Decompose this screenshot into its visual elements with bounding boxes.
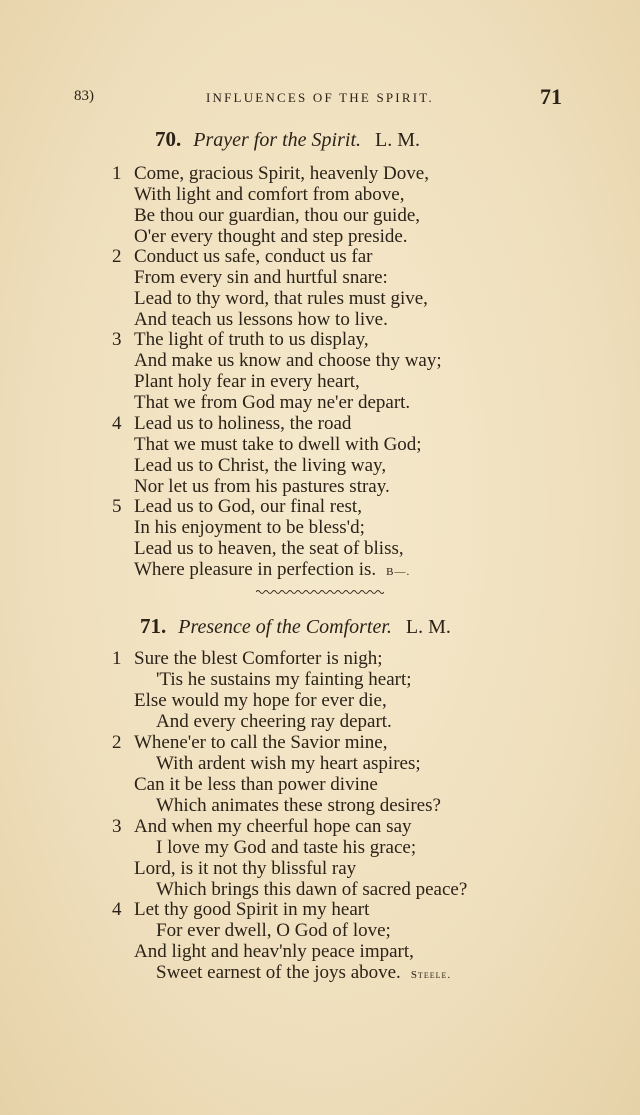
- ornamental-divider: [256, 588, 384, 596]
- verse-line: That we must take to dwell with God;: [134, 434, 422, 455]
- hymn-author: B—.: [386, 566, 411, 578]
- stanza: [112, 413, 422, 497]
- verse-line: 'Tis he sustains my fainting heart;: [156, 669, 412, 690]
- stanza-number: 1: [112, 163, 122, 184]
- stanza-number: 3: [112, 329, 122, 350]
- stanza: [112, 648, 412, 732]
- stanza-number: 5: [112, 496, 122, 517]
- verse-line: Lead us to God, our final rest,: [134, 496, 362, 517]
- hymn-meter: L. M.: [375, 129, 421, 151]
- verse-line: Which brings this dawn of sacred peace?: [156, 879, 468, 900]
- verse-line: Come, gracious Spirit, heavenly Dove,: [134, 163, 429, 184]
- stanza: [112, 899, 451, 983]
- verse-line: I love my God and taste his grace;: [156, 837, 417, 858]
- verse-line: With light and comfort from above,: [134, 184, 405, 205]
- verse-line: Can it be less than power divine: [134, 774, 378, 795]
- page-header: [0, 84, 640, 112]
- verse-line: Conduct us safe, conduct us far: [134, 246, 373, 267]
- verse-line: Lead us to Christ, the living way,: [134, 455, 387, 476]
- hymn-title: [0, 127, 640, 152]
- stanza: [112, 732, 441, 816]
- verse-line: Lead to thy word, that rules must give,: [134, 288, 428, 309]
- running-title: INFLUENCES OF THE SPIRIT.: [206, 90, 434, 105]
- stanza-number: 2: [112, 732, 122, 753]
- verse-line: O'er every thought and step preside.: [134, 226, 408, 247]
- verse-line: Which animates these strong desires?: [156, 795, 441, 816]
- hymn-name: Presence of the Comforter.: [178, 616, 392, 638]
- verse-line: That we from God may ne'er depart.: [134, 392, 411, 413]
- verse-line: Be thou our guardian, thou our guide,: [134, 205, 421, 226]
- stanza-number: 3: [112, 816, 122, 837]
- hymn-number: 71.: [140, 614, 167, 638]
- stanza: [112, 496, 410, 580]
- verse-line: And every cheering ray depart.: [156, 711, 392, 732]
- hymn-name: Prayer for the Spirit.: [193, 129, 362, 151]
- stanza: [112, 163, 429, 247]
- verse-line: Sure the blest Comforter is nigh;: [134, 648, 383, 669]
- hymn-author: Steele.: [410, 969, 452, 981]
- hymn-meter: L. M.: [405, 616, 451, 638]
- verse-line: Lead us to heaven, the seat of bliss,: [134, 538, 404, 559]
- hymn-number: 70.: [155, 127, 182, 151]
- verse-line: Sweet earnest of the joys above.: [156, 962, 401, 983]
- verse-line: Where pleasure in perfection is.: [134, 559, 377, 580]
- stanza-number: 2: [112, 246, 122, 267]
- verse-line: Lead us to holiness, the road: [134, 413, 352, 434]
- header-left-mark: 83): [74, 88, 94, 104]
- verse-line: And when my cheerful hope can say: [134, 816, 412, 837]
- verse-line: And teach us lessons how to live.: [134, 309, 388, 330]
- stanza: [112, 246, 428, 330]
- page-number: 71: [540, 84, 562, 109]
- verse-line: In his enjoyment to be bless'd;: [134, 517, 365, 538]
- verse-line: The light of truth to us display,: [134, 329, 369, 350]
- verse-line: Lord, is it not thy blissful ray: [134, 858, 357, 879]
- verse-line: And make us know and choose thy way;: [134, 350, 442, 371]
- verse-line: With ardent wish my heart aspires;: [156, 753, 421, 774]
- hymn-title: [0, 614, 640, 639]
- verse-line: Else would my hope for ever die,: [134, 690, 387, 711]
- verse-line: For ever dwell, O God of love;: [156, 920, 391, 941]
- verse-line: And light and heav'nly peace impart,: [134, 941, 414, 962]
- verse-line: Let thy good Spirit in my heart: [134, 899, 370, 920]
- verse-line: Plant holy fear in every heart,: [134, 371, 360, 392]
- verse-line: From every sin and hurtful snare:: [134, 267, 388, 288]
- stanza-number: 4: [112, 899, 122, 920]
- stanza-number: 1: [112, 648, 122, 669]
- stanza-number: 4: [112, 413, 122, 434]
- verse-line: Nor let us from his pastures stray.: [134, 476, 390, 497]
- stanza: [112, 329, 442, 413]
- stanza: [112, 816, 467, 900]
- verse-line: Whene'er to call the Savior mine,: [134, 732, 388, 753]
